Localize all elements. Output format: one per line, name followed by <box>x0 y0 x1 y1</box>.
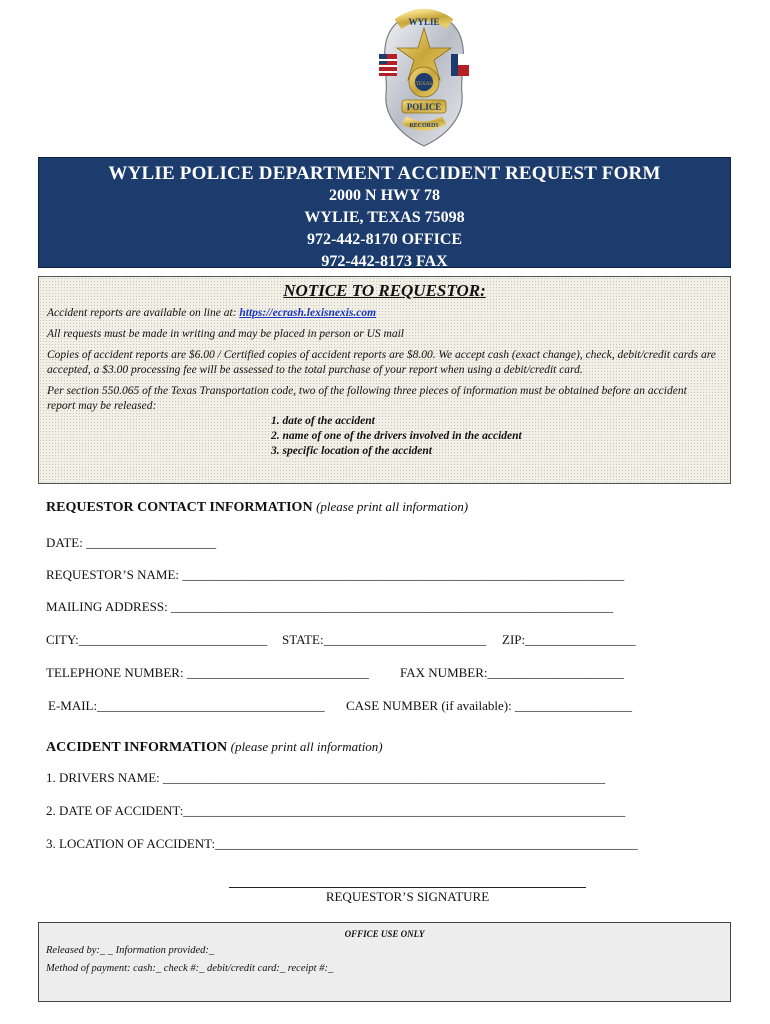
accident-location-field[interactable]: 3. LOCATION OF ACCIDENT:_________________________________________________________________ <box>46 836 638 851</box>
notice-list-item: 1. date of the accident <box>271 415 375 427</box>
notice-list-item: 2. name of one of the drivers involved in the accident <box>271 430 522 442</box>
fax-number: 972-442-8173 FAX <box>321 253 448 270</box>
notice-online-text: Accident reports are available on line at: <box>47 307 240 319</box>
office-use-title: OFFICE USE ONLY <box>344 929 425 939</box>
accident-section-heading <box>46 739 383 756</box>
city-field[interactable]: CITY:_____________________________ <box>46 632 268 647</box>
logo-records-text: RECORDS <box>409 123 439 129</box>
wylie-police-records-badge-logo <box>374 8 474 148</box>
notice-writing: All requests must be made in writing and may be placed in person or US mail <box>47 328 404 340</box>
date-field[interactable]: DATE: ____________________ <box>46 535 217 550</box>
department-address: 2000 N HWY 78 <box>329 187 440 204</box>
fax-field[interactable]: FAX NUMBER:_____________________ <box>400 665 625 680</box>
requestor-heading-note: (please print all information) <box>316 499 469 514</box>
mailing-address-field[interactable]: MAILING ADDRESS: ____________________________________________________________________ <box>46 599 613 614</box>
logo-seal-text: TEXAS <box>415 82 433 87</box>
notice-title: NOTICE TO REQUESTOR: <box>283 281 486 300</box>
state-field[interactable]: STATE:_________________________ <box>282 632 487 647</box>
zip-field[interactable]: ZIP:_________________ <box>502 632 636 647</box>
notice-box <box>38 276 731 484</box>
accident-heading-text: ACCIDENT INFORMATION <box>46 740 228 755</box>
logo-police-text: POLICE <box>406 102 442 112</box>
logo-wylie-text: WYLIE <box>408 17 440 27</box>
requestor-heading-text: REQUESTOR CONTACT INFORMATION <box>46 500 313 515</box>
telephone-field[interactable]: TELEPHONE NUMBER: ____________________________ <box>46 665 369 680</box>
accident-heading-note: (please print all information) <box>230 739 383 754</box>
signature-label: REQUESTOR’S SIGNATURE <box>325 889 490 904</box>
payment-row[interactable]: Method of payment: cash:_ check #:_ debit/credit card:_ receipt #:_ <box>46 963 334 974</box>
requestor-section-heading <box>46 499 468 516</box>
notice-section: Per section 550.065 of the Texas Transportation code, two of the following three pieces of information must be obtained before an accident report may be released: <box>47 385 687 412</box>
office-use-box <box>38 922 731 1002</box>
drivers-name-field[interactable]: 1. DRIVERS NAME: ____________________________________________________________________ <box>46 770 606 785</box>
notice-copies: Copies of accident reports are $6.00 / Certified copies of accident reports are $8.00. We accept cash (exact change), check, debit/credit cards are accepted, a $3.00 processing fee will be assessed to the total purchase of your report when using a debit/credit card. <box>47 349 716 376</box>
ecrash-link[interactable]: https://ecrash.lexisnexis.com <box>239 307 377 319</box>
accident-date-field[interactable]: 2. DATE OF ACCIDENT:____________________________________________________________________ <box>46 803 626 818</box>
form-header-banner <box>38 157 731 268</box>
form-title: WYLIE POLICE DEPARTMENT ACCIDENT REQUEST FORM <box>108 163 661 184</box>
office-phone: 972-442-8170 OFFICE <box>306 231 463 248</box>
released-by-row[interactable]: Released by:_ _ Information provided:_ <box>46 945 215 956</box>
requestor-name-field[interactable]: REQUESTOR’S NAME: ____________________________________________________________________ <box>46 567 625 582</box>
notice-list-item: 3. specific location of the accident <box>271 445 432 457</box>
case-number-field[interactable]: CASE NUMBER (if available): __________________ <box>346 698 632 713</box>
signature-line[interactable] <box>229 887 586 888</box>
email-field[interactable]: E-MAIL:___________________________________ <box>48 698 325 713</box>
notice-list <box>271 414 730 459</box>
notice-online <box>47 306 717 321</box>
department-city: WYLIE, TEXAS 75098 <box>304 209 465 226</box>
